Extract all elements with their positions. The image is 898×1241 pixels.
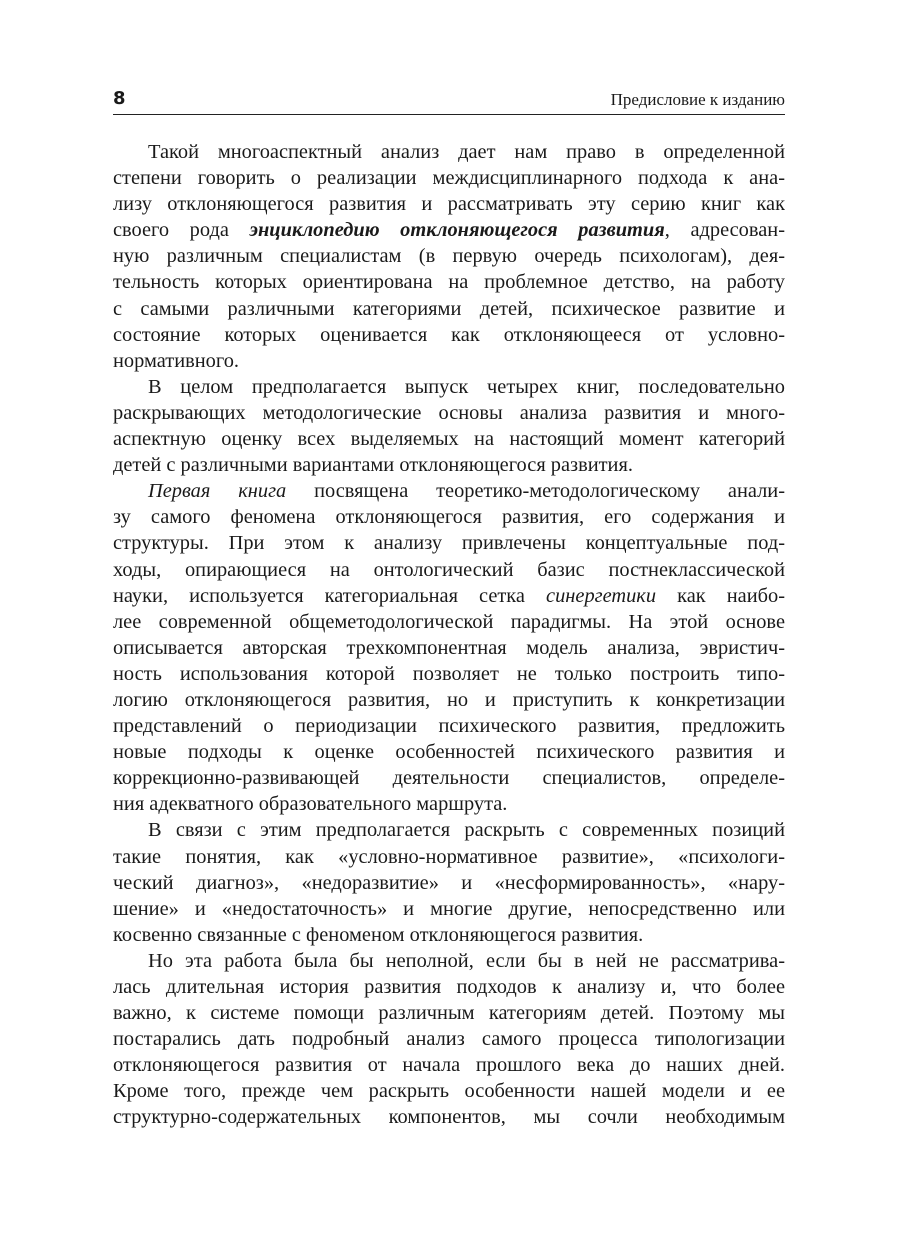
text-span: как наибо-: [656, 584, 785, 607]
text-line: Но эта работа была бы неполной, если бы в ней не рассматрива-: [148, 949, 785, 972]
text-line: состояние которых оценивается как отклоняющееся от условно-: [113, 323, 785, 346]
text-line: ния адекватного образовательного маршрута.: [113, 793, 508, 816]
text-line: представлений о периодизации психического развития, предложить: [113, 715, 785, 738]
page-number: 8: [113, 88, 126, 109]
text-line: шение» и «недостаточность» и многие другие, непосредственно или: [113, 897, 785, 920]
running-head: Предисловие к изданию: [610, 90, 785, 109]
text-span: своего рода: [113, 219, 250, 242]
text-line: логию отклоняющегося развития, но и приступить к конкретизации: [113, 688, 785, 711]
emphasis-italic: Первая книга: [148, 480, 287, 503]
text-line: важно, к системе помощи различным категориям детей. Поэтому мы: [113, 1002, 785, 1025]
text-line: нормативного.: [113, 349, 239, 372]
emphasis-italic: синергетики: [546, 584, 657, 607]
text-line: отклоняющегося развития от начала прошлого века до наших дней.: [113, 1054, 785, 1077]
text-line: детей с различными вариантами отклоняющегося развития.: [113, 454, 633, 477]
page-header: [113, 86, 785, 115]
text-line: лизу отклоняющегося развития и рассматривать эту серию книг как: [113, 193, 785, 216]
text-span: , адресован-: [664, 219, 785, 242]
text-line: постарались дать подробный анализ самого процесса типологизации: [113, 1028, 785, 1051]
text-line: Такой многоаспектный анализ дает нам право в определенной: [148, 141, 785, 163]
text-line: раскрывающих методологические основы анализа развития и много-: [113, 401, 785, 424]
paragraph-3: [113, 478, 785, 817]
paragraph-5: [113, 948, 785, 1131]
text-span: посвящена теоретико-методологическому анали-: [286, 480, 785, 503]
text-line: степени говорить о реализации междисциплинарного подхода к ана-: [113, 167, 785, 190]
text-line: коррекционно-развивающей деятельности специалистов, определе-: [113, 767, 785, 790]
text-line: [113, 583, 785, 609]
paragraph-1: [113, 139, 785, 374]
paragraph-4: [113, 817, 785, 947]
text-line: описывается авторская трехкомпонентная модель анализа, эвристич-: [113, 636, 785, 659]
text-line: ную различным специалистам (в первую очередь психологам), дея-: [113, 245, 785, 268]
text-line: структуры. При этом к анализу привлечены концептуальные под-: [113, 532, 785, 555]
text-line: В связи с этим предполагается раскрыть с современных позиций: [148, 819, 785, 842]
text-line: с самыми различными категориями детей, психическое развитие и: [113, 297, 785, 320]
text-line: зу самого феномена отклоняющегося развития, его содержания и: [113, 506, 785, 529]
text-line: ческий диагноз», «недоразвитие» и «несформированность», «нару-: [113, 871, 785, 894]
text-span: науки, используется категориальная сетка: [113, 584, 547, 607]
text-line: ходы, опирающиеся на онтологический базис постнеклассической: [113, 558, 785, 581]
emphasis-bold-italic: энциклопедию отклоняющегося развития: [249, 219, 665, 242]
body-text: [113, 139, 785, 1131]
text-line: [113, 478, 785, 504]
text-line: новые подходы к оценке особенностей психического развития и: [113, 741, 785, 764]
text-line: Кроме того, прежде чем раскрыть особенности нашей модели и ее: [113, 1080, 785, 1103]
text-line: структурно-содержательных компонентов, мы сочли необходимым: [113, 1106, 785, 1129]
text-line: аспектную оценку всех выделяемых на настоящий момент категорий: [113, 428, 785, 451]
paragraph-2: [113, 374, 785, 478]
text-line: В целом предполагается выпуск четырех книг, последовательно: [148, 375, 785, 398]
text-line: [113, 217, 785, 243]
text-line: ность использования которой позволяет не только построить типо-: [113, 662, 785, 685]
text-line: косвенно связанные с феноменом отклоняющегося развития.: [113, 923, 644, 946]
text-line: лее современной общеметодологической парадигмы. На этой основе: [113, 610, 785, 633]
text-line: такие понятия, как «условно-нормативное развитие», «психологи-: [113, 845, 785, 868]
text-line: лась длительная история развития подходов к анализу и, что более: [113, 976, 785, 998]
text-line: тельность которых ориентирована на проблемное детство, на работу: [113, 271, 785, 294]
